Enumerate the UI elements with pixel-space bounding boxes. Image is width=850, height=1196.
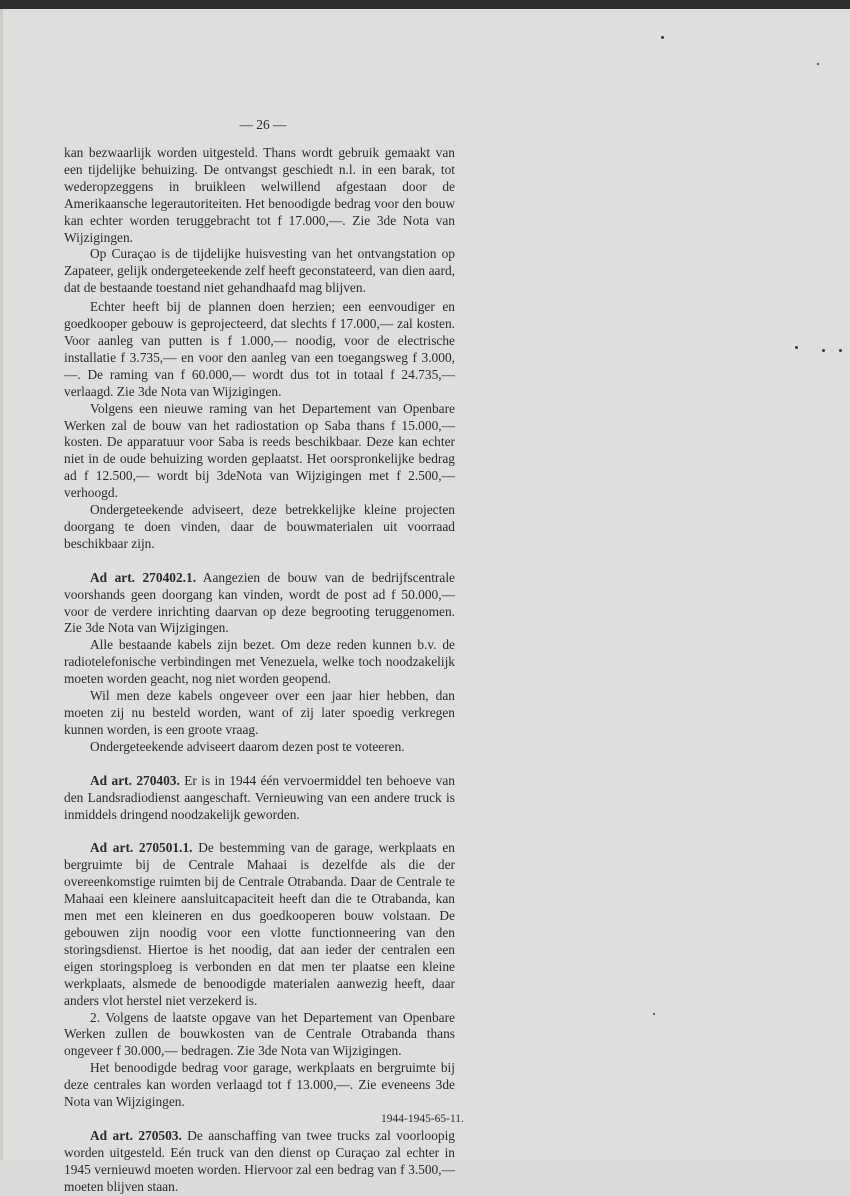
paragraph bbox=[64, 246, 455, 297]
paragraph bbox=[64, 401, 455, 502]
paragraph-text: kan bezwaarlijk worden uitgesteld. Thans wordt gebruik gemaakt van een tijdelijke behuizing. De ontvangst geschiedt n.l. in een barak, tot wederopzeggens in bruikleen welwillend afgestaan door de Amerikaansche legerautoriteiten. Het benoodigde bedrag voor den bouw kan echter worden teruggebracht tot f 17.000,—. Zie 3de Nota van Wijzigingen. bbox=[64, 145, 455, 245]
paragraph-text: Echter heeft bij de plannen doen herzien; een eenvoudiger en goedkooper gebouw is geprojecteerd, dat slechts f 17.000,— zal kosten. Voor aanleg van putten is f 1.000,— noodig, voor de electrische installatie f 3.735,— en voor den aanleg van een toegangsweg f 3.000,—. De raming van f 60.000,— wordt dus tot in totaal f 24.735,— verlaagd. Zie 3de Nota van Wijzigingen. bbox=[64, 299, 455, 399]
paragraph-text: Wil men deze kabels ongeveer over een jaar hier hebben, dan moeten zij nu besteld worden, want of zij later spoedig verkregen kunnen worden, is een groote vraag. bbox=[64, 688, 455, 737]
paragraph bbox=[64, 145, 455, 246]
paragraph bbox=[64, 299, 455, 400]
paragraph bbox=[64, 1060, 455, 1111]
article-heading: Ad art. 270503. bbox=[90, 1127, 182, 1143]
scan-speck bbox=[822, 349, 825, 352]
scan-speck bbox=[817, 63, 819, 65]
page-number: — 26 — bbox=[239, 117, 287, 132]
article-heading: Ad art. 270501.1. bbox=[90, 840, 193, 856]
scan-left-edge bbox=[0, 9, 3, 1160]
footer-code: 1944-1945-65-11. bbox=[381, 1113, 464, 1125]
paragraph-article-270503 bbox=[64, 1128, 455, 1196]
paragraph-article-270403 bbox=[64, 773, 455, 824]
paragraph bbox=[64, 637, 455, 688]
paragraph-article-270501-1 bbox=[64, 840, 455, 1009]
paragraph bbox=[64, 688, 455, 739]
paragraph-text: De aanschaffing van twee trucks zal voorloopig worden uitgesteld. Eén truck van den dienst op Curaçao zal echter in 1945 vernieuwd moeten worden. Hiervoor zal een bedrag van f 3.500,— moeten blijven staan. bbox=[64, 1127, 455, 1194]
scan-speck bbox=[653, 1013, 655, 1015]
article-heading: Ad art. 270403. bbox=[90, 772, 180, 788]
paragraph-text: De bestemming van de garage, werkplaats en bergruimte bij de Centrale Mahaai is dezelfde als die der overeenkomstige ruimten bij de Centrale Otrabanda. Daar de Centrale te Mahaai een kleinere aansluitcapaciteit heeft dan die te Otrabanda, kan men met een kleineren en dus goedkooperen bouw volstaan. De gebouwen zijn noodig voor een vlotte functionneering van den storingsdienst. Hiertoe is het noodig, dat aan ieder der centralen een eigen storingsploeg is verbonden en dat men ter plaatse een kleine werkplaats, alsmede de benoodigde materialen aanwezig heeft, daar anders vlot herstel niet verzekerd is. bbox=[64, 840, 455, 1008]
paragraph-text: Alle bestaande kabels zijn bezet. Om deze reden kunnen b.v. de radiotelefonische verbindingen met Venezuela, welke toch noodzakelijk moeten worden geacht, nog niet worden geopend. bbox=[64, 637, 455, 687]
paragraph-text: Op Curaçao is de tijdelijke huisvesting van het ontvangstation op Zapateer, gelijk ondergeteekende zelf heeft geconstateerd, van dien aard, dat de bestaande toestand niet gehandhaafd mag blijven. bbox=[64, 246, 455, 296]
paragraph-text: Het benoodigde bedrag voor garage, werkplaats en bergruimte bij deze centrales kan worden verlaagd tot f 13.000,—. Zie eveneens 3de Nota van Wijzigingen. bbox=[64, 1060, 455, 1110]
paragraph-text: Volgens een nieuwe raming van het Departement van Openbare Werken zal de bouw van het radiostation op Saba thans f 15.000,— kosten. De apparatuur voor Saba is reeds beschikbaar. Deze kan echter niet in de oude behuizing worden geplaatst. Het oorspronkelijke bedrag ad f 12.500,— wordt bij 3deNota van Wijzigingen met f 2.500,— verhoogd. bbox=[64, 400, 455, 501]
paragraph-text: Ondergeteekende adviseert daarom dezen post te voteeren. bbox=[90, 738, 405, 754]
paragraph bbox=[64, 1010, 455, 1061]
body-text bbox=[64, 145, 455, 1196]
scan-top-border bbox=[0, 0, 850, 9]
paragraph-text: Er is in 1944 één vervoermiddel ten behoeve van den Landsradiodienst aangeschaft. Vernieuwing van een andere truck is inmiddels dringend noodzakelijk geworden. bbox=[64, 772, 455, 822]
paragraph-text: Aangezien de bouw van de bedrijfscentrale voorshands geen doorgang kan vinden, wordt de post ad f 50.000,— voor de verdere inrichting daarvan op deze begrooting teruggenomen. Zie 3de Nota van Wijzigingen. bbox=[64, 569, 456, 636]
scan-speck bbox=[795, 346, 798, 349]
paragraph bbox=[64, 739, 455, 756]
scan-speck bbox=[661, 36, 664, 39]
paragraph-article-270402-1 bbox=[64, 570, 455, 638]
paragraph-text: 2. Volgens de laatste opgave van het Departement van Openbare Werken zullen de bouwkosten van de Centrale Otrabanda thans ongeveer f 30.000,— bedragen. Zie 3de Nota van Wijzigingen. bbox=[64, 1009, 455, 1059]
paragraph-text: Ondergeteekende adviseert, deze betrekkelijke kleine projecten doorgang te doen vinden, daar de bouwmaterialen uit voorraad beschikbaar zijn. bbox=[64, 502, 455, 551]
article-heading: Ad art. 270402.1. bbox=[90, 569, 197, 585]
paragraph bbox=[64, 502, 455, 553]
scan-speck bbox=[839, 349, 842, 352]
